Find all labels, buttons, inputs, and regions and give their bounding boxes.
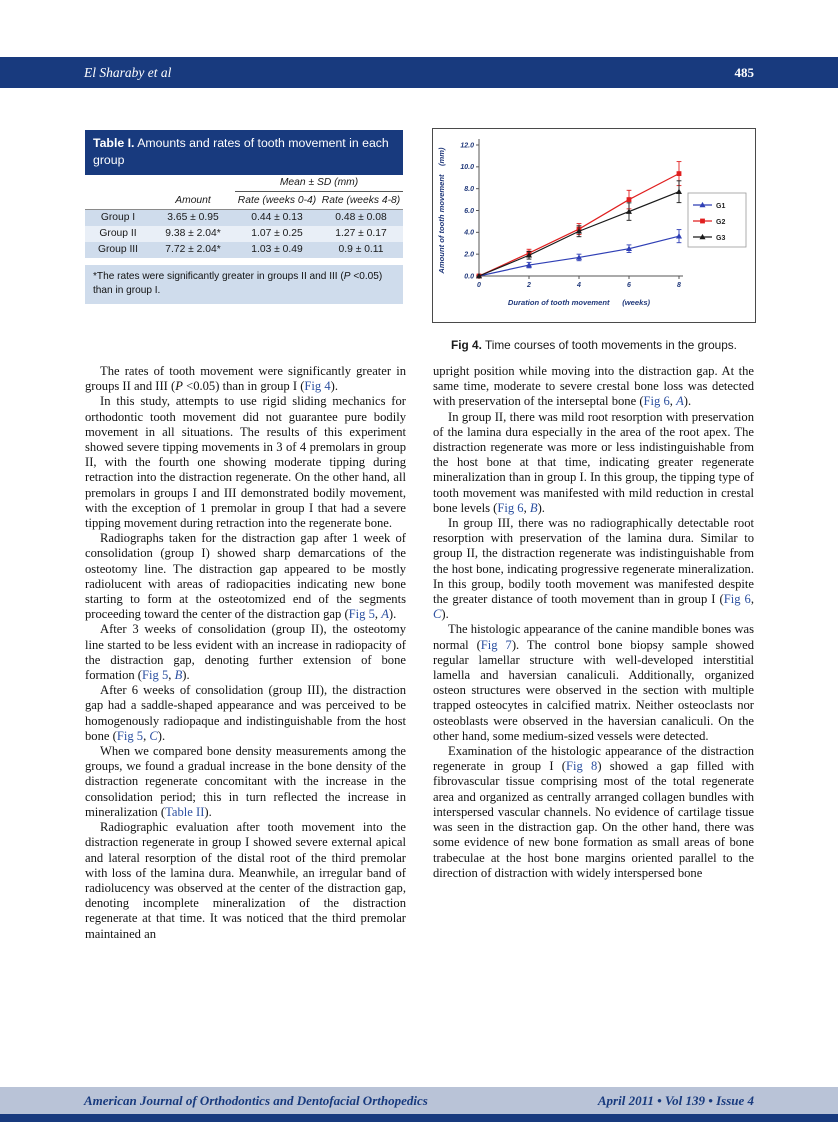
figure-reference[interactable]: Fig 6 (643, 394, 670, 409)
svg-text:G1: G1 (716, 202, 726, 210)
body-column-right (433, 364, 754, 881)
table-cell-rate48: 0.48 ± 0.08 (335, 212, 387, 224)
body-paragraph: In group II, there was mild root resorption with preservation of the lamina dura especially in the area of the root apex. The distraction regenerate was more or less indistinguishable from the host bone at that time, indicating greater regenerate mineralization than in group I. In this group, the tipping type of tooth movement was manifested with mild reduction in crestal bone levels (Fig 6, B). (433, 409, 754, 515)
figure-reference[interactable]: Fig 5 (116, 728, 144, 743)
table-1 (85, 130, 403, 304)
svg-text:6: 6 (627, 282, 631, 289)
figure-panel-reference[interactable]: A (381, 607, 389, 622)
fig4-chart-frame (432, 128, 756, 323)
figure-reference[interactable]: Table II (165, 804, 205, 819)
figure-panel-reference[interactable]: B (174, 668, 183, 683)
col-header-rate04: Rate (weeks 0-4) (235, 191, 319, 209)
figure-reference[interactable]: Fig 6 (723, 592, 751, 607)
table-column-header-row (85, 191, 403, 209)
table-cell-amount: 3.65 ± 0.95 (167, 212, 219, 224)
svg-text:2.0: 2.0 (464, 251, 474, 259)
svg-text:0.0: 0.0 (464, 273, 474, 281)
fig4-caption-text: Time courses of tooth movements in the groups. (484, 338, 737, 352)
body-paragraph: In this study, attempts to use rigid sliding mechanics for orthodontic tooth movement did not guarantee pure bodily movement in all situations. The results of this experiment showed severe tipping movements in 3 of 4 premolars in group II, with the fourth one showing moderate tipping during retraction into the distraction regenerate. On the other hand, all premolars in groups I and III demonstrated bodily movement, with the exception of 1 premolar in group I that had a severe tipping movement during retraction into the regenerate bone. (85, 394, 406, 531)
table-span-header: Mean ± SD (mm) (235, 175, 403, 192)
figure-reference[interactable]: Fig 5 (348, 607, 375, 622)
svg-text:6.0: 6.0 (464, 207, 474, 215)
page-number: 485 (734, 64, 754, 80)
body-paragraph: upright position while moving into the distraction gap. At the same time, moderate to severe crestal bone loss was detected with preservation of the interseptal bone (Fig 6, A). (433, 364, 754, 409)
body-column-left (85, 364, 406, 942)
issue-info: April 2011 • Vol 139 • Issue 4 (597, 1092, 754, 1108)
body-paragraph: Radiographs taken for the distraction gap after 1 week of consolidation (group I) showed sharp demarcations of the osteotomy line. The distraction gap appeared to be mostly radiolucent with areas of radiopacities indicating new bone starting to form at the osteotomized end of the segments proceeding toward the center of the distraction gap (Fig 5, A). (85, 531, 406, 622)
table-cell-rate04: 1.07 ± 0.25 (251, 228, 303, 240)
body-paragraph: In group III, there was no radiographically detectable root resorption with preservation of the lamina dura. Similar to group II, the distraction regenerate was indistinguishable from the host bone, indicating progressive regenerate mineralization. In this group, bodily tooth movement was manifested despite the greater distance of tooth movement than in group I (Fig 6, C). (433, 516, 755, 622)
table-span-header-row (85, 175, 403, 192)
table-cell-rate04: 1.03 ± 0.49 (251, 244, 303, 256)
figure-reference[interactable]: Fig 5 (142, 668, 169, 683)
table-cell-group: Group II (99, 228, 137, 240)
body-paragraph: After 3 weeks of consolidation (group II), the osteotomy line started to be less evident with an increase in radiopacity of the distraction gap, denoting further extension of bone formation (Fig 5, B). (85, 622, 406, 683)
page-header-bar (0, 57, 838, 88)
body-paragraph: The rates of tooth movement were significantly greater in groups II and III (P <0.05) than in group I (Fig 4). (85, 364, 406, 394)
figure-reference[interactable]: Fig 6 (497, 500, 524, 515)
body-paragraph: Examination of the histologic appearance of the distraction regenerate in group I (Fig 8) showed a gap filled with fibrovascular tissue comprising most of the total regenerate area and organized as centrally arranged collagen bundles with interspersed vascular channels. No evidence of cartilage tissue was seen in the distraction gap. On the other hand, there was some evidence of new bone formation as small areas of bone trabeculae at the host bone margins oriented parallel to the direction of distraction with widely interspersed bone (433, 744, 755, 880)
svg-text:10.0: 10.0 (460, 164, 474, 172)
table-cell-group: Group I (100, 212, 136, 224)
table-cell-rate04: 0.44 ± 0.13 (251, 212, 303, 224)
figure-panel-reference[interactable]: C (433, 607, 442, 622)
table-cell-rate48: 0.9 ± 0.11 (338, 244, 384, 256)
footer-accent-bar (0, 1114, 838, 1122)
col-header-amount: Amount (151, 191, 235, 209)
figure-panel-reference[interactable]: B (529, 500, 538, 515)
fig4-line-chart (433, 129, 755, 322)
table-cell-group: Group III (97, 244, 139, 256)
body-paragraph: After 6 weeks of consolidation (group III), the distraction gap had a saddle-shaped appearance and was perceived to be homogenously radiopaque and indistinguishable from the host bone (Fig 5, C). (85, 683, 406, 743)
figure-reference[interactable]: Fig 7 (480, 637, 512, 652)
body-paragraph: The histologic appearance of the canine mandible bones was normal (Fig 7). The control bone biopsy sample showed regular lamellar structure with well-developed interstitial lamella and haversian canaliculi. Additionally, organized osteon structures were observed in the section with multiple trapped osteocytes in calcified matrix. Neither osteoclasts nor osteoblasts were observed in the haversian canaliculi. On the other hand, some medium-sized vessels were detected. (433, 622, 754, 743)
table-1-title-text: Amounts and rates of tooth movement in each group (93, 136, 389, 167)
table-row (85, 242, 403, 258)
page-footer-bar (0, 1087, 838, 1114)
running-head: El Sharaby et al (84, 64, 172, 80)
figure-reference[interactable]: Fig 8 (566, 759, 598, 774)
figure-4 (432, 128, 756, 352)
svg-text:4.0: 4.0 (464, 229, 474, 237)
svg-text:8: 8 (677, 282, 681, 289)
svg-text:2: 2 (527, 282, 531, 289)
col-header-rate48: Rate (weeks 4-8) (319, 191, 403, 209)
table-cell-rate48: 1.27 ± 0.17 (335, 228, 387, 240)
svg-text:G2: G2 (716, 218, 726, 226)
table-1-title-label: Table I. (93, 136, 135, 150)
table-1-title (85, 130, 403, 175)
svg-text:4: 4 (577, 282, 581, 289)
svg-text:12.0: 12.0 (460, 142, 474, 150)
figure-panel-reference[interactable]: A (676, 394, 684, 409)
table-1-footnote: *The rates were significantly greater in groups II and III (P <0.05) than in group I. (85, 265, 403, 304)
table-row (85, 226, 403, 242)
svg-text:0: 0 (477, 282, 481, 289)
fig4-caption-label: Fig 4. (451, 338, 482, 352)
body-paragraph: Radiographic evaluation after tooth movement into the distraction regenerate in group I showed severe external apical and lateral resorption of the distal root of the third premolar with loss of the lamina dura. Meanwhile, an irregular band of radiolucency was observed at the center of the distraction gap, denoting incomplete mineralization of the distraction regenerate at that time. It was noticed that the third premolar maintained an (85, 820, 406, 941)
figure-panel-reference[interactable]: C (149, 728, 158, 743)
table-cell-amount: 9.38 ± 2.04* (165, 228, 221, 240)
journal-name: American Journal of Orthodontics and Dentofacial Orthopedics (84, 1092, 428, 1108)
figure-reference[interactable]: Fig 4 (304, 379, 331, 394)
fig4-caption (432, 338, 756, 352)
table-1-grid (85, 175, 403, 258)
svg-text:Duration of tooth movement: Duration of tooth movement (weeks) (507, 298, 651, 307)
table-cell-amount: 7.72 ± 2.04* (165, 244, 221, 256)
svg-text:G3: G3 (716, 234, 726, 242)
svg-text:Amount of tooth movement (m: Amount of tooth movement (mm) (437, 147, 446, 274)
table-row (85, 209, 403, 226)
body-paragraph: When we compared bone density measurements among the groups, we found a gradual increase in the bone density of the distraction regenerate concomitant with the increase in the consolidation period; this in turn reflected the increase in mineralization (Table II). (85, 744, 406, 819)
svg-text:8.0: 8.0 (464, 186, 474, 194)
